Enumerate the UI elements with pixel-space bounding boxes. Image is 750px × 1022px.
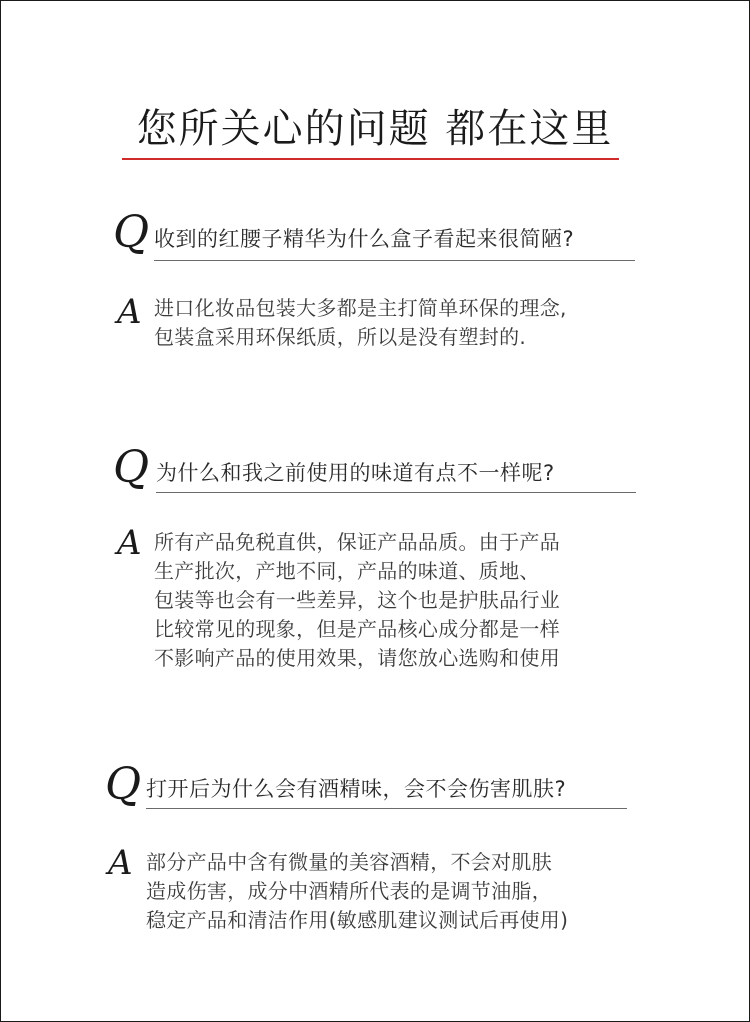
question-text: 收到的红腰子精华为什么盒子看起来很简陋? (154, 227, 575, 251)
answer-text (146, 848, 568, 935)
answer-line: 比较常见的现象，但是产品核心成分都是一样 (154, 617, 560, 641)
question-underline (146, 808, 627, 809)
answer-line: 包装盒采用环保纸质，所以是没有塑封的. (154, 325, 527, 349)
answer-text (154, 294, 567, 352)
question-mark-q: Q (113, 207, 150, 258)
answer-line: 所有产品免税直供，保证产品品质。由于产品 (154, 530, 560, 554)
question-underline (154, 260, 635, 261)
answer-mark-a: A (117, 523, 142, 563)
answer-mark-a: A (117, 292, 142, 332)
answer-line: 部分产品中含有微量的美容酒精，不会对肌肤 (146, 850, 552, 874)
title-underline (122, 158, 619, 160)
answer-line: 稳定产品和清洁作用(敏感肌建议测试后再使用) (146, 908, 569, 932)
question-text: 为什么和我之前使用的味道有点不一样呢? (156, 461, 555, 485)
question-mark-q: Q (113, 442, 150, 493)
question-mark-q: Q (105, 759, 142, 810)
question-underline (156, 492, 636, 493)
answer-line: 进口化妆品包装大多都是主打简单环保的理念, (154, 296, 567, 320)
question-text: 打开后为什么会有酒精味，会不会伤害肌肤? (146, 777, 567, 801)
answer-text (154, 528, 560, 673)
page-title: 您所关心的问题 都在这里 (136, 106, 614, 152)
answer-line: 造成伤害，成分中酒精所代表的是调节油脂， (146, 879, 552, 903)
answer-line: 包装等也会有一些差异，这个也是护肤品行业 (154, 588, 560, 612)
answer-line: 生产批次，产地不同，产品的味道、质地、 (154, 559, 540, 583)
answer-line: 不影响产品的使用效果，请您放心选购和使用 (154, 646, 560, 670)
answer-mark-a: A (108, 843, 133, 883)
